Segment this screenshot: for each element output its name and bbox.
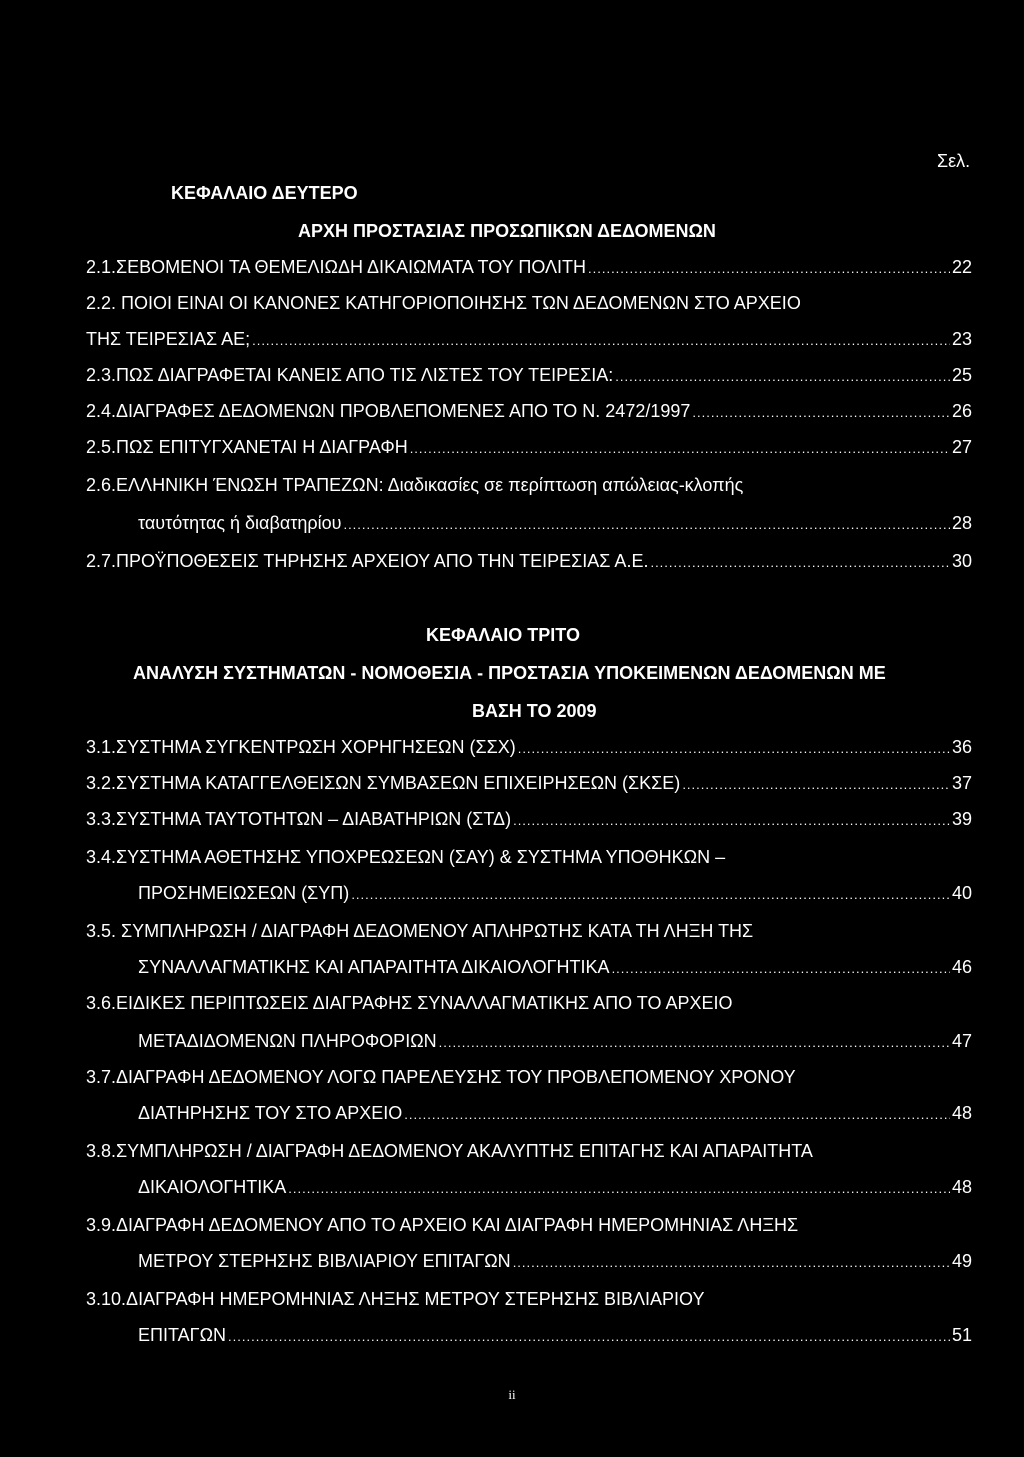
dot-leader (588, 261, 950, 276)
toc-entry-3-3[interactable] (86, 809, 972, 833)
toc-entry-number: 3.8. (86, 1141, 117, 1161)
toc-entry-number: 2.5. (86, 437, 117, 457)
toc-entry-page: 49 (951, 1251, 972, 1271)
toc-entry-title: ΔΙΑΓΡΑΦΕΣ ΔΕΔΟΜΕΝΩΝ ΠΡΟΒΛΕΠΟΜΕΝΕΣ ΑΠΟ ΤΟ Ν. 2472/1997 (116, 401, 691, 421)
dot-leader (513, 1255, 950, 1270)
toc-entry-3-5-continuation[interactable] (138, 957, 972, 981)
dot-leader (343, 517, 950, 532)
toc-entry-2-7[interactable] (86, 551, 972, 575)
toc-entry-title: ΣΥΣΤΗΜΑ ΣΥΓΚΕΝΤΡΩΣΗ ΧΟΡΗΓΗΣΕΩΝ (ΣΣΧ) (116, 737, 516, 757)
toc-entry-3-8[interactable] (86, 1141, 972, 1165)
toc-entry-title: ΔΙΑΓΡΑΦΗ ΗΜΕΡΟΜΗΝΙΑΣ ΛΗΞΗΣ ΜΕΤΡΟΥ ΣΤΕΡΗΣΗΣ ΒΙΒΛΙΑΡΙΟΥ (126, 1289, 705, 1309)
toc-entry-number: 2.6. (86, 475, 117, 495)
dot-leader (288, 1181, 950, 1196)
toc-entry-3-4[interactable] (86, 847, 972, 871)
toc-entry-title-continuation: ΜΕΤΑΔΙΔΟΜΕΝΩΝ ΠΛΗΡΟΦΟΡΙΩΝ (138, 1031, 437, 1051)
toc-entry-number: 3.7. (86, 1067, 117, 1087)
toc-entry-title-continuation: ΜΕΤΡΟΥ ΣΤΕΡΗΣΗΣ ΒΙΒΛΙΑΡΙΟΥ ΕΠΙΤΑΓΩΝ (138, 1251, 511, 1271)
dot-leader (615, 369, 950, 384)
toc-entry-title-continuation: ΣΥΝΑΛΛΑΓΜΑΤΙΚΗΣ ΚΑΙ ΑΠΑΡΑΙΤΗΤΑ ΔΙΚΑΙΟΛΟΓΗΤΙΚΑ (138, 957, 610, 977)
toc-entry-page: 48 (951, 1103, 972, 1123)
toc-entry-page: 48 (951, 1177, 972, 1197)
toc-entry-title: ΠΡΟΫΠΟΘΕΣΕΙΣ ΤΗΡΗΣΗΣ ΑΡΧΕΙΟΥ ΑΠΟ ΤΗΝ ΤΕΙΡΕΣΙΑΣ Α.Ε. (116, 551, 649, 571)
toc-entry-2-6[interactable] (86, 475, 972, 499)
toc-entry-3-4-continuation[interactable] (138, 883, 972, 907)
toc-entry-number: 3.6. (86, 993, 117, 1013)
chapter2-subheading: ΑΡΧΗ ΠΡΟΣΤΑΣΙΑΣ ΠΡΟΣΩΠΙΚΩΝ ΔΕΔΟΜΕΝΩΝ (298, 221, 716, 241)
toc-entry-page: 27 (951, 437, 972, 457)
toc-entry-number: 2.1. (86, 257, 117, 277)
chapter2-heading: ΚΕΦΑΛΑΙΟ ΔΕΥΤΕΡΟ (171, 183, 358, 203)
toc-entry-3-2[interactable] (86, 773, 972, 797)
toc-entry-page: 39 (951, 809, 972, 829)
toc-entry-3-10-continuation[interactable] (138, 1325, 972, 1349)
toc-entry-title-continuation: ΔΙΑΤΗΡΗΣΗΣ ΤΟΥ ΣΤΟ ΑΡΧΕΙΟ (138, 1103, 403, 1123)
toc-entry-3-9-continuation[interactable] (138, 1251, 972, 1275)
toc-entry-title: ΣΥΜΠΛΗΡΩΣΗ / ΔΙΑΓΡΑΦΗ ΔΕΔΟΜΕΝΟΥ ΑΠΛΗΡΩΤΗΣ ΚΑΤΑ ΤΗ ΛΗΞΗ ΤΗΣ (116, 921, 754, 941)
toc-entry-title-continuation: ΕΠΙΤΑΓΩΝ (138, 1325, 227, 1345)
toc-entry-page: 30 (951, 551, 972, 571)
toc-entry-number: 2.2. (86, 293, 117, 313)
toc-entry-page: 25 (951, 365, 972, 385)
toc-entry-title: ΔΙΑΓΡΑΦΗ ΔΕΔΟΜΕΝΟΥ ΑΠΟ ΤΟ ΑΡΧΕΙΟ ΚΑΙ ΔΙΑΓΡΑΦΗ ΗΜΕΡΟΜΗΝΙΑΣ ΛΗΞΗΣ (116, 1215, 799, 1235)
toc-entry-2-1[interactable] (86, 257, 972, 281)
toc-entry-number: 2.3. (86, 365, 117, 385)
toc-entry-2-2[interactable] (86, 293, 972, 317)
page-column-label: Σελ. (937, 151, 971, 171)
toc-entry-2-6-continuation[interactable] (138, 513, 972, 537)
dot-leader (682, 777, 950, 792)
toc-entry-page: 22 (951, 257, 972, 277)
toc-entry-2-5[interactable] (86, 437, 972, 461)
toc-entry-title-continuation: ΤΗΣ ΤΕΙΡΕΣΙΑΣ ΑΕ; (86, 329, 251, 349)
toc-entry-number: 3.2. (86, 773, 117, 793)
toc-entry-number: 3.10. (86, 1289, 127, 1309)
toc-entry-title: ΠΩΣ ΕΠΙΤΥΓΧΑΝΕΤΑΙ Η ΔΙΑΓΡΑΦΗ (116, 437, 408, 457)
toc-entry-title: ΣΥΣΤΗΜΑ ΑΘΕΤΗΣΗΣ ΥΠΟΧΡΕΩΣΕΩΝ (ΣΑΥ) & ΣΥΣΤΗΜΑ ΥΠΟΘΗΚΩΝ – (116, 847, 726, 867)
toc-entry-page: 40 (951, 883, 972, 903)
toc-entry-number: 2.7. (86, 551, 117, 571)
toc-entry-number: 3.1. (86, 737, 117, 757)
toc-entry-page: 46 (951, 957, 972, 977)
dot-leader (513, 813, 950, 828)
toc-entry-3-10[interactable] (86, 1289, 972, 1313)
toc-entry-title: ΠΟΙΟΙ ΕΙΝΑΙ ΟΙ ΚΑΝΟΝΕΣ ΚΑΤΗΓΟΡΙΟΠΟΙΗΣΗΣ ΤΩΝ ΔΕΔΟΜΕΝΩΝ ΣΤΟ ΑΡΧΕΙΟ (116, 293, 801, 313)
toc-entry-page: 23 (951, 329, 972, 349)
dot-leader (252, 333, 950, 348)
dot-leader (404, 1107, 950, 1122)
toc-entry-page: 51 (951, 1325, 972, 1345)
toc-entry-title-continuation: ταυτότητας ή διαβατηρίου (138, 513, 342, 533)
toc-entry-title: ΕΙΔΙΚΕΣ ΠΕΡΙΠΤΩΣΕΙΣ ΔΙΑΓΡΑΦΗΣ ΣΥΝΑΛΛΑΓΜΑΤΙΚΗΣ ΑΠΟ ΤΟ ΑΡΧΕΙΟ (116, 993, 733, 1013)
dot-leader (351, 887, 950, 902)
toc-entry-title: ΣΥΜΠΛΗΡΩΣΗ / ΔΙΑΓΡΑΦΗ ΔΕΔΟΜΕΝΟΥ ΑΚΑΛΥΠΤΗΣ ΕΠΙΤΑΓΗΣ ΚΑΙ ΑΠΑΡΑΙΤΗΤΑ (116, 1141, 813, 1161)
chapter3-heading: ΚΕΦΑΛΑΙΟ ΤΡΙΤΟ (426, 625, 580, 645)
toc-entry-page: 36 (951, 737, 972, 757)
toc-entry-title: ΣΥΣΤΗΜΑ ΤΑΥΤΟΤΗΤΩΝ – ΔΙΑΒΑΤΗΡΙΩΝ (ΣΤΔ) (116, 809, 512, 829)
dot-leader (650, 555, 950, 570)
toc-entry-title: ΣΥΣΤΗΜΑ ΚΑΤΑΓΓΕΛΘΕΙΣΩΝ ΣΥΜΒΑΣΕΩΝ ΕΠΙΧΕΙΡΗΣΕΩΝ (ΣΚΣΕ) (116, 773, 681, 793)
toc-entry-number: 3.5. (86, 921, 117, 941)
toc-entry-2-4[interactable] (86, 401, 972, 425)
toc-entry-title-continuation: ΠΡΟΣΗΜΕΙΩΣΕΩΝ (ΣΥΠ) (138, 883, 350, 903)
toc-entry-page: 37 (951, 773, 972, 793)
toc-entry-number: 3.9. (86, 1215, 117, 1235)
dot-leader (439, 1035, 950, 1050)
toc-entry-number: 2.4. (86, 401, 117, 421)
toc-entry-2-3[interactable] (86, 365, 972, 389)
toc-entry-title: ΣΕΒΟΜΕΝΟΙ ΤΑ ΘΕΜΕΛΙΩΔΗ ΔΙΚΑΙΩΜΑΤΑ ΤΟΥ ΠΟΛΙΤΗ (116, 257, 587, 277)
toc-entry-page: 47 (951, 1031, 972, 1051)
toc-entry-3-6-continuation[interactable] (138, 1031, 972, 1055)
toc-entry-title: ΠΩΣ ΔΙΑΓΡΑΦΕΤΑΙ ΚΑΝΕΙΣ ΑΠΟ ΤΙΣ ΛΙΣΤΕΣ ΤΟΥ ΤΕΙΡΕΣΙΑ: (116, 365, 614, 385)
dot-leader (228, 1329, 950, 1344)
toc-entry-title: ΔΙΑΓΡΑΦΗ ΔΕΔΟΜΕΝΟΥ ΛΟΓΩ ΠΑΡΕΛΕΥΣΗΣ ΤΟΥ ΠΡΟΒΛΕΠΟΜΕΝΟΥ ΧΡΟΝΟΥ (116, 1067, 796, 1087)
toc-entry-3-7[interactable] (86, 1067, 972, 1091)
dot-leader (518, 741, 950, 756)
dot-leader (612, 961, 950, 976)
toc-entry-number: 3.3. (86, 809, 117, 829)
toc-entry-page: 28 (951, 513, 972, 533)
toc-entry-3-7-continuation[interactable] (138, 1103, 972, 1127)
toc-entry-3-8-continuation[interactable] (138, 1177, 972, 1201)
toc-entry-title-continuation: ΔΙΚΑΙΟΛΟΓΗΤΙΚΑ (138, 1177, 287, 1197)
toc-entry-number: 3.4. (86, 847, 117, 867)
page-number: ii (508, 1387, 516, 1402)
dot-leader (410, 441, 950, 456)
chapter3-subheading-line2: ΒΑΣΗ ΤΟ 2009 (472, 701, 597, 721)
toc-entry-title: ΕΛΛΗΝΙΚΗ ΈΝΩΣΗ ΤΡΑΠΕΖΩΝ: Διαδικασίες σε περίπτωση απώλειας-κλοπής (116, 475, 744, 495)
dot-leader (692, 405, 950, 420)
toc-entry-2-2-continuation[interactable] (86, 329, 972, 353)
toc-entry-3-6[interactable] (86, 993, 972, 1017)
toc-entry-3-5[interactable] (86, 921, 972, 945)
toc-entry-3-9[interactable] (86, 1215, 972, 1239)
toc-entry-page: 26 (951, 401, 972, 421)
chapter3-subheading-line1: ΑΝΑΛΥΣΗ ΣΥΣΤΗΜΑΤΩΝ - ΝΟΜΟΘΕΣΙΑ - ΠΡΟΣΤΑΣΙΑ ΥΠΟΚΕΙΜΕΝΩΝ ΔΕΔΟΜΕΝΩΝ ΜΕ (133, 663, 886, 683)
toc-entry-3-1[interactable] (86, 737, 972, 761)
